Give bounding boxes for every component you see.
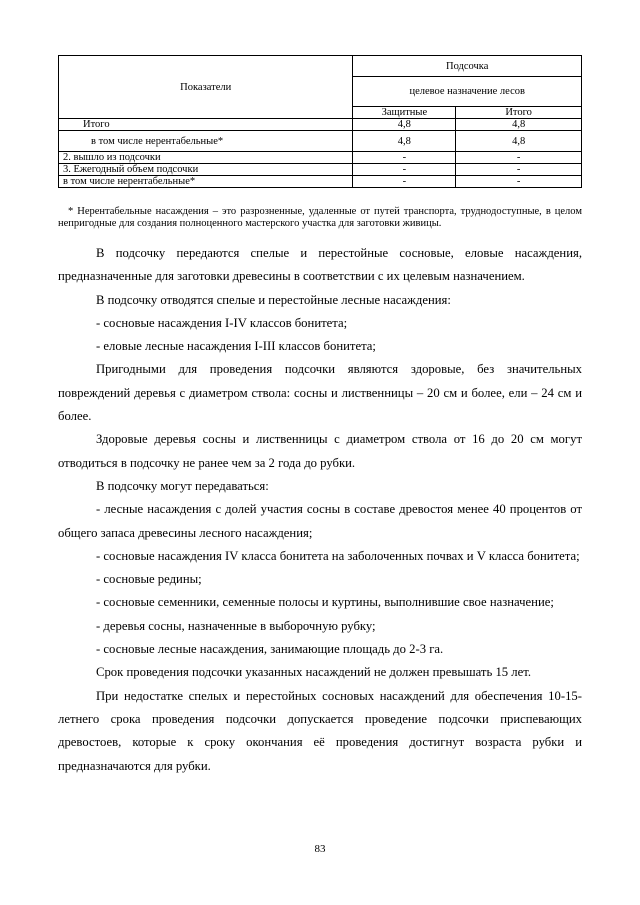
paragraph: Срок проведения подсочки указанных насаждений не должен превышать 15 лет. [96,665,532,680]
table-row [59,119,582,131]
footnote: * Нерентабельные насаждения – это разрозненные, удаленные от путей транспорта, труднодоступные, в целом непригодные для создания полноценного мастерского участка для заготовки живицы. [58,206,582,229]
paragraph: В подсочку могут передаваться: [96,478,269,493]
list-item: - сосновые насаждения IV класса бонитета на заболоченных почвах и V класса бонитета; [96,548,580,563]
paragraph: Здоровые деревья сосны и лиственницы с диаметром ствола от 16 до 20 см могут отводиться в подсочку не ранее чем за 2 года до рубки. [58,432,582,470]
header-col2: Итого [456,107,582,119]
page-number: 83 [314,843,326,855]
table-row [59,131,582,152]
list-item: - деревья сосны, назначенные в выборочную рубку; [96,618,376,633]
table-row [59,152,582,164]
list-item: - еловые лесные насаждения I-III классов бонитета; [96,339,376,354]
table-row [59,176,582,188]
header-indicators: Показатели [59,56,353,119]
list-item: - лесные насаждения с долей участия сосны в составе древостоя менее 40 процентов от общего запаса древесины лесного насаждения; [58,502,582,540]
table-row [59,164,582,176]
header-subgroup: целевое назначение лесов [353,77,582,107]
list-item: - сосновые насаждения I-IV классов бонитета; [96,315,348,330]
row-value: - [353,164,456,176]
row-value: - [353,152,456,164]
paragraph: В подсочку передаются спелые и перестойные сосновые, еловые насаждения, предназначенные для заготовки древесины в соответствии с их целевым назначением. [58,246,582,284]
data-table [58,55,582,188]
row-value: 4,8 [456,131,582,152]
row-value: 4,8 [353,119,456,131]
list-item: - сосновые лесные насаждения, занимающие площадь до 2-3 га. [96,642,444,657]
header-col1: Защитные [353,107,456,119]
row-value: - [456,176,582,188]
paragraph: В подсочку отводятся спелые и перестойные лесные насаждения: [96,292,451,307]
row-label: Итого [59,119,353,131]
paragraph: При недостатке спелых и перестойных сосновых насаждений для обеспечения 10-15-летнего срока проведения подсочки допускается проведение подсочки приспевающих древостоев, которые к сроку окончания её проведения достигнут возраста рубки и предназначаются для рубки. [58,688,582,773]
list-item: - сосновые редины; [96,572,202,587]
header-group: Подсочка [353,56,582,77]
row-label: 2. вышло из подсочки [59,152,353,164]
row-label: 3. Ежегодный объем подсочки [59,164,353,176]
row-label: в том числе нерентабельные* [59,131,353,152]
body-text [58,242,582,778]
row-value: 4,8 [456,119,582,131]
row-value: - [456,164,582,176]
paragraph: Пригодными для проведения подсочки являются здоровые, без значительных повреждений деревья с диаметром ствола: сосны и лиственницы – 20 см и более, ели – 24 см и более. [58,362,582,424]
row-value: - [456,152,582,164]
row-value: - [353,176,456,188]
row-label: в том числе нерентабельные* [59,176,353,188]
list-item: - сосновые семенники, семенные полосы и куртины, выполнившие свое назначение; [96,595,554,610]
row-value: 4,8 [353,131,456,152]
